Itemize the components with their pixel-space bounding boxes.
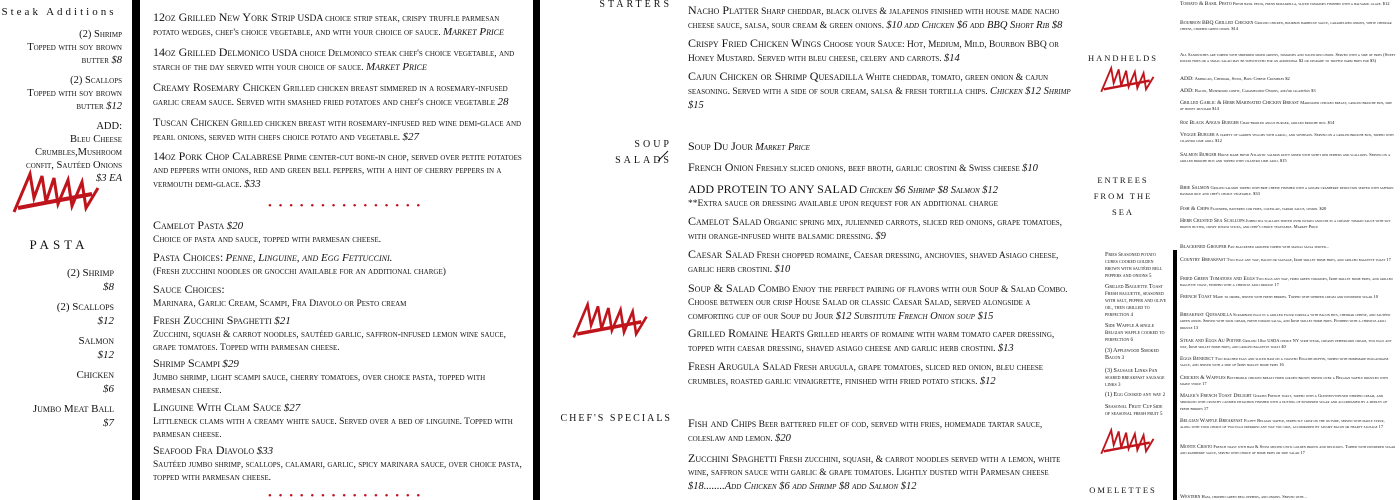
item-name: Grilled Romaine Hearts — [688, 326, 805, 340]
item-price: $10 — [886, 20, 903, 31]
item-desc: French toast with ham & Swiss melted until golden brown and delicious. Topped with powdered sugar and raspberry sauce, served with choice of home fries or side salad 17 — [1180, 444, 1396, 456]
item-name: Tomato & Basil Pesto — [1180, 1, 1232, 7]
section-chefs-specials: CHEF'S SPECIALS — [560, 413, 672, 424]
item-price: $13 — [997, 343, 1014, 354]
item-desc: Choose your Sauce: Hot, Medium, Mild, Bourbon BBQ or Honey Mustard. Served with bleu cheese, celery and carrots. — [688, 40, 1059, 64]
breakfast-item — [1180, 375, 1396, 388]
handhelds-breakfast-column — [1172, 0, 1400, 500]
side-item — [1105, 392, 1167, 399]
entree-item — [153, 150, 523, 192]
item-name: Western — [1180, 494, 1201, 500]
section-entrees-line1: ENTREES — [1097, 175, 1149, 185]
item-desc: Pan seared breakfast sausage links 3 — [1105, 369, 1165, 388]
breakfast-item — [1180, 418, 1396, 431]
salad-item — [688, 183, 1073, 211]
item-name: Bourbon BBQ Grilled Chicken — [1180, 20, 1254, 26]
item-desc: Scrambled eggs in a grilled flour tortilla with bacon bits, cheddar cheese, and sautéed green onion. Served with sour cream, fresh tomato salsa, and Irish skillet home fries. Finished with a chipotle aioli drizzle 13 — [1180, 312, 1391, 330]
menu-item — [1180, 76, 1396, 82]
item-name: Belgian Waffle Breakfast — [1180, 418, 1243, 424]
menu-item — [1180, 152, 1396, 165]
salad-item — [688, 215, 1073, 244]
item-name: Malek's French Toast Delight — [1180, 393, 1252, 399]
item-price: $27 — [402, 131, 419, 143]
item-desc: Side of seasonal fresh fruit 5 — [1105, 405, 1163, 417]
item-name: Linguine With Clam Sauce — [153, 400, 282, 414]
item-desc: Marinated chicken breast, grilled brioche bun, side of honey mustard $14 — [1180, 100, 1393, 112]
starter-item — [688, 37, 1073, 66]
item-price: $20 — [226, 220, 244, 232]
side-item — [1105, 404, 1167, 418]
item-desc: Two eggs any way, bacon or sausage, Irish skillet home fries, and grilled baguette toast 17 — [1226, 257, 1391, 262]
item-desc: Seasoned potato cubes cooked golden brown with sautéed bell peppers and onions 5 — [1105, 253, 1163, 279]
entrees-pasta-column — [140, 0, 533, 500]
menu-item — [1180, 218, 1396, 231]
item-name: 8oz Black Angus Burger — [1180, 120, 1239, 126]
pasta-add-name: Chicken — [76, 369, 114, 381]
section-omelettes: OMELETTES — [1089, 485, 1157, 495]
item-desc: Pan blackened grouper topped with mango salsa served... — [1227, 244, 1330, 249]
item-price: Chicken $12 Shrimp $15 — [688, 86, 1071, 111]
item-name: Salmon Burger — [1180, 152, 1217, 158]
item-name: Fresh Zucchini Spaghetti — [153, 313, 272, 327]
item-name: (3) Applewood Smoked Bacon — [1105, 348, 1159, 361]
menu-item — [1180, 185, 1396, 198]
item-desc: Grilled hearts of romaine with warm tomato caper dressing, topped with caesar dressing, shaved asiago cheese and garlic herb crostini. — [688, 330, 1055, 354]
pasta-add-price: $7 — [103, 417, 114, 429]
item-price: $20 — [775, 433, 791, 444]
item-name: Fish & Chips — [1180, 206, 1210, 212]
addition-price: $3 EA — [96, 173, 122, 184]
item-desc: Fresh baguette, seasoned with salt, pepper and olive oil, then grilled to perfection 4 — [1105, 292, 1167, 318]
breakfast-item — [1180, 494, 1396, 500]
salad-item — [688, 140, 1073, 155]
item-name: Seasonal Fruit Cup — [1105, 404, 1152, 410]
steak-additions-column — [0, 0, 132, 500]
pasta-add-meatball — [4, 402, 114, 430]
item-desc: Marinara, Garlic Cream, Scampi, Fra Diavolo or Pesto cream — [153, 299, 407, 309]
menu-item — [1180, 206, 1396, 212]
item-name: Herb Crusted Sea Scallops — [1180, 218, 1245, 224]
section-soup: SOUP — [634, 139, 672, 150]
item-price: Market Price — [365, 61, 427, 73]
breakfast-item — [1180, 393, 1396, 412]
item-name: Brie Salmon — [1180, 185, 1210, 191]
item-name: Fried Green Tomatoes and Eggs — [1180, 276, 1255, 282]
item-price: Market Price — [443, 26, 504, 38]
item-name: 14oz Pork Chop Calabrese — [153, 149, 282, 163]
item-desc: 3 — [1121, 356, 1125, 361]
item-name: Chicken & Waffles — [1180, 375, 1226, 381]
item-desc: White cheddar, tomato, green onion & cajun seasoning. Served with a side of sour cream, salsa & fresh tortilla chips. — [688, 73, 1049, 97]
addition-shrimp — [10, 28, 122, 67]
addition-scallops — [10, 74, 122, 113]
pasta-add-price: $12 — [97, 315, 114, 327]
entree-item — [153, 81, 523, 110]
item-price: $10 — [1022, 163, 1038, 174]
item-price: $10 — [774, 264, 791, 275]
steak-additions-header: Steak Additions — [1, 6, 117, 18]
item-desc: Littleneck clams with a creamy white sauce. Served over a bed of linguine. Topped with parmesan cheese. — [153, 417, 513, 440]
item-name: Steak and Eggs Au Poivre — [1180, 338, 1242, 344]
item-desc: Sautéed jumbo shrimp, scallops, calamari, garlic, spicy marinara sauce, over choice pasta, topped with parmesan cheese. — [153, 460, 522, 483]
item-price: 28 — [497, 96, 509, 108]
item-name: Soup & Salad Combo — [688, 281, 790, 295]
starters-salads-column — [680, 0, 1080, 500]
item-desc: Choice of pasta and sauce, topped with parmesan cheese. — [153, 235, 382, 245]
menu-item — [1180, 88, 1396, 94]
pasta-choices: Penne, Linguine, and Egg Fettuccini. — [225, 252, 393, 264]
item-name: ADD: — [1180, 88, 1194, 94]
item-name: Seafood Fra Diavolo — [153, 443, 255, 457]
entree-item — [153, 116, 523, 145]
addition-desc: Topped with soy brown butter — [27, 88, 122, 112]
item-name: ADD: — [1180, 76, 1194, 82]
special-item — [688, 452, 1073, 494]
item-price: $33 — [256, 445, 274, 457]
item-desc: Jumbo shrimp, light scampi sauce, cherry tomatoes, over choice pasta, topped with parmesan cheese. — [153, 373, 486, 396]
item-desc: All Sandwiches are topped with shredded mixed greens, tomatoes and sliced red onion. Served with a side of fries (Sweet potato fries or a small salad may be substituted for an additional $2 or upgrade to truffle parm fries for $3) — [1180, 52, 1396, 64]
item-desc: USDA choice strip steak, crispy truffle parmesan potato wedges, chef's choice vegetable, and with your choice of sauce. — [153, 14, 500, 38]
item-name: Grilled Garlic & Herb Marinated Chicken Breast — [1180, 100, 1300, 106]
addition-name: (2) Scallops — [70, 75, 122, 86]
divider-dots: • • • • • • • • • • • • • • • — [268, 200, 423, 212]
item-desc: A variety of garden veggies with garlic, and soybeans. Served on a grilled brioche bun, topped with cilantro lime aioli. $12 — [1180, 132, 1394, 144]
item-desc: Char-broiled angus burger, grilled brioche bun. $14 — [1239, 120, 1335, 125]
item-name: French Toast — [1180, 294, 1212, 300]
item-desc: Bacon, Mushroom confit, Caramelized Onions, and/or jalapeños $3 — [1194, 88, 1316, 93]
pasta-add-name: (2) Shrimp — [66, 267, 114, 279]
salad-item — [688, 327, 1073, 356]
item-desc: Grilled chicken breast with rosemary-infused red wine demi-glace and pearl onions, served with chefs choice potato and vegetable. — [153, 119, 522, 143]
item-price: Chicken $6 Shrimp $8 Salmon $12 — [859, 185, 999, 196]
pasta-item — [153, 444, 523, 485]
item-desc: Cooked any way 2 — [1124, 393, 1166, 398]
item-name: 12oz Grilled New York Strip — [153, 10, 295, 24]
pasta-add-price: $8 — [103, 281, 114, 293]
logo-brushstroke — [572, 298, 650, 344]
item-name: Tuscan Chicken — [153, 115, 229, 129]
addition-name: ADD: — [96, 121, 122, 132]
addition-price: $12 — [106, 101, 122, 112]
section-handhelds: HANDHELDS — [1088, 53, 1158, 63]
logo-brushstroke — [1100, 426, 1156, 458]
breakfast-item — [1180, 356, 1396, 369]
item-name: Crispy Fried Chicken Wings — [688, 36, 822, 50]
addition-desc: Topped with soy brown butter — [27, 42, 122, 66]
section-labels-column — [540, 0, 680, 500]
item-name: Breakfast Quesadilla — [1180, 312, 1232, 318]
item-extra: add Chicken $6 add BBQ Short Rib $8 — [904, 20, 1063, 31]
item-name: Pasta Choices: — [153, 250, 224, 264]
item-name: Monte Cristo — [1180, 444, 1213, 450]
item-desc: Fresh chopped romaine, Caesar dressing, anchovies, shaved Asiago cheese, garlic herb crostini. — [688, 251, 1059, 275]
column-divider — [1173, 250, 1177, 500]
pasta-add-price: $12 — [97, 349, 114, 361]
pasta-add-salmon — [14, 334, 114, 362]
item-name: French Onion — [688, 160, 754, 174]
item-desc: Fresh zucchini, squash, & carrot noodles served with a lemon, white wine, saffron sauce with garlic & grape tomatoes. Lightly dusted with Parmesan cheese — [688, 455, 1061, 478]
item-desc: Two eggs any way, fried green tomatoes, Irish skillet home fries, and grilled baguette toast, finished with a chipotle aioli drizzle 17 — [1180, 276, 1393, 288]
pasta-add-name: Jumbo Meat Ball — [32, 403, 114, 415]
item-name: Camelot Pasta — [153, 218, 225, 232]
pasta-header: PASTA — [29, 237, 89, 252]
item-name: Caesar Salad — [688, 247, 755, 261]
item-price: $27 — [283, 402, 301, 414]
item-name: Camelot Salad — [688, 214, 762, 228]
item-desc: Grilled chicken breast simmered in a rosemary-infused garlic cream sauce. Served with smashed fried potatoes and chef's choice vegetable — [153, 84, 508, 108]
item-desc: Grilled salmon topped with brie cheese finished with a ginger cranberry reduction served with saffron basmati rice and chef's choice vegetable. $33 — [1180, 185, 1394, 197]
pasta-add-price: $6 — [103, 383, 114, 395]
divider-dots: • • • • • • • • • • • • • • • — [268, 490, 423, 500]
addition-name: (2) Shrimp — [79, 29, 122, 40]
item-price: $14 — [944, 53, 960, 64]
side-item — [1105, 284, 1167, 319]
item-desc: House made fresh Atlantic salmon patty mixed with sweet red peppers and scallions. Served on a grilled brioche bun and topped with cilantro lime aioli. $15 — [1180, 152, 1391, 164]
pasta-item — [153, 357, 523, 398]
item-desc: Buttermilk chicken breast fried golden brown served over a Belgian waffle drizzled with maple syrup 17 — [1180, 375, 1388, 387]
item-desc: Two poached eggs and sliced ham on a toasted English muffin, topped with homemade hollandaise sauce, and served with a side of Irish skillet home fries 16 — [1180, 356, 1389, 368]
salad-item — [688, 161, 1073, 176]
addition-desc: Bleu Cheese Crumbles,Mushroom confit, Sautéed Onions — [26, 134, 122, 171]
item-desc: Ham, chopped green bell peppers, and onions. Served with... — [1201, 494, 1307, 499]
entree-item — [153, 11, 523, 40]
item-desc: Grilled 10oz USDA choice NY strip steak, creamy peppercorn cream, two eggs any way, Irish skillet home fries, and grilled baguette toast 40 — [1180, 338, 1392, 350]
item-desc: Flounder, battered cod fries, coleslaw, tartar sauce, lemon. $20 — [1210, 206, 1327, 211]
item-price: Market Price — [755, 142, 810, 153]
item-desc: Made to order, served with fresh berries. Topped with whipped cream and powdered sugar 10 — [1212, 294, 1378, 299]
starter-item — [688, 70, 1073, 113]
menu-item — [1180, 100, 1396, 113]
item-price: $9 — [875, 231, 886, 242]
menu-item — [1180, 1, 1396, 7]
salad-item — [688, 360, 1073, 389]
pasta-item — [153, 219, 523, 247]
item-name: Eggs Benedict — [1180, 356, 1214, 362]
pasta-item — [153, 251, 523, 279]
item-name: Nacho Platter — [688, 3, 759, 17]
item-desc: American, Cheddar, Swiss, Bleu Cheese Crumbles $2 — [1194, 76, 1290, 81]
item-desc: A single Belgian waffle cooked to perfection 6 — [1105, 324, 1165, 343]
special-item — [688, 417, 1073, 446]
item-name: Grilled Baguette Toast — [1105, 284, 1163, 290]
item-name: Shrimp Scampi — [153, 356, 221, 370]
salad-item — [688, 282, 1073, 324]
section-entrees-line2: FROM THE — [1093, 191, 1153, 201]
logo-brushstroke — [1100, 64, 1156, 96]
item-name: ADD PROTEIN TO ANY SALAD — [688, 182, 858, 196]
item-name: Side Waffle — [1105, 323, 1135, 329]
side-item — [1105, 368, 1167, 389]
logo-brushstroke — [12, 168, 102, 218]
pasta-add-chicken — [14, 368, 114, 396]
item-desc: Organic spring mix, julienned carrots, sliced red onions, grape tomatoes, with orange-infused white balsamic dressing. — [688, 218, 1063, 242]
item-name: Sauce Choices: — [153, 282, 225, 296]
section-starters: STARTERS — [599, 0, 672, 10]
item-name: Creamy Rosemary Chicken — [153, 80, 281, 94]
section-entrees-line3: SEA — [1111, 207, 1135, 217]
item-name: Cajun Chicken or Shrimp Quesadilla — [688, 69, 864, 83]
section-labels-right-column — [1080, 0, 1172, 500]
item-desc: Jumbo sea scallops served over potato gnocchi in a creamy tomato sauce with soy brown butter, crispy potato sticks, and chef's choice vegetable. Market Price — [1180, 218, 1391, 230]
item-desc: Fresh arugula, grape tomatoes, sliced red onion, bleu cheese crumbles, roasted garlic vinaigrette, finished with fried potato sticks. — [688, 363, 1044, 387]
item-name: (3) Sausage Links — [1105, 368, 1148, 374]
item-name: Blackened Grouper — [1180, 244, 1227, 250]
item-name: Zucchini Spaghetti — [688, 451, 777, 465]
item-desc: Freshly sliced onions, beef broth, garlic crostini & Swiss cheese — [755, 164, 1020, 174]
breakfast-item — [1180, 312, 1396, 331]
side-item — [1105, 252, 1167, 280]
item-desc: Beer battered filet of cod, served with fries, homemade tartar sauce, coleslaw and lemon. — [688, 420, 1043, 444]
pasta-add-shrimp — [14, 266, 114, 294]
item-name: Veggie Burger — [1180, 132, 1215, 138]
pasta-add-scallops — [14, 300, 114, 328]
menu-item — [1180, 120, 1396, 126]
item-desc: Golden French toast, topped with a Guinness-infused whipped cream, and sprinkled with crunchy candied pistachios finished with a dusting of powdered sugar and accompanied by a medley of fresh berries 17 — [1180, 393, 1388, 411]
menu-item — [1180, 20, 1396, 33]
item-desc: Prime center-cut bone-in chop, served over petite potatoes and peppers with onions, red and green bell peppers, with a hint of cherry peppers in a vermouth demi-glace. — [153, 153, 522, 190]
pasta-add-name: (2) Scallops — [56, 301, 114, 313]
item-desc: Enjoy the perfect pairing of flavors with our Soup & Salad Combo. Choose between our crisp House Salad or classic Caesar Salad, served alongside a comforting cup of our Soup du Jour — [688, 285, 1068, 322]
item-desc: Grilled chicken, bourbon barbecue sauce, caramelized onions, white cheddar cheese, chopped green onion. $14 — [1180, 20, 1392, 32]
starter-item — [688, 4, 1073, 33]
item-desc: Fluffy Belgian waffle, perfectly crisp on the outside, served with maple syrup, along with your choice of two eggs prepared any way you like, accompanied by savory bacon or hearty sausage 17 — [1180, 418, 1385, 430]
item-name: Fresh Arugula Salad — [688, 359, 792, 373]
item-name: Soup Du Jour — [688, 139, 753, 153]
menu-item — [1180, 52, 1396, 65]
pasta-item — [153, 401, 523, 442]
item-price: $33 — [244, 178, 261, 190]
side-item — [1105, 323, 1167, 344]
menu-item — [1180, 244, 1396, 250]
item-price: $29 — [222, 358, 239, 370]
breakfast-item — [1180, 444, 1396, 457]
pasta-item — [153, 314, 523, 355]
entree-item — [153, 46, 523, 75]
breakfast-item — [1180, 338, 1396, 351]
item-price: $21 — [274, 315, 291, 327]
item-desc: Sharp cheddar, black olives & jalapenos finished with house made nacho cheese sauce, salsa, sour cream & green onions. — [688, 7, 1060, 31]
item-desc: (Fresh zucchini noodles or gnocchi available for an additional charge) — [153, 267, 446, 277]
item-name: Country Breakfast — [1180, 257, 1226, 263]
item-price: $12 Substitute French Onion soup $15 — [835, 311, 994, 322]
item-name: Fish and Chips — [688, 416, 757, 430]
item-name: 14oz Grilled Delmonico — [153, 45, 270, 59]
breakfast-item — [1180, 257, 1396, 263]
item-name: (1) Egg — [1105, 392, 1123, 398]
item-desc: USDA choice Delmonico steak chef's choice vegetable, and starch of the day served with your choice of sauce. — [153, 49, 515, 73]
item-desc: Fresh basil pesto, fresh mozzarella, sliced tomatoes finished with a balsamic glaze. $12 — [1232, 1, 1390, 6]
side-item — [1105, 348, 1167, 362]
pasta-item — [153, 283, 523, 311]
menu-item — [1180, 132, 1396, 145]
section-salads: SALADS — [615, 155, 672, 166]
salad-item — [688, 248, 1073, 277]
item-price: $18........Add Chicken $6 add Shrimp $8 add Salmon $12 — [688, 481, 917, 492]
item-price: $12 — [979, 376, 996, 387]
breakfast-item — [1180, 294, 1396, 300]
pasta-add-name: Salmon — [78, 335, 114, 347]
addition-price: $8 — [111, 55, 122, 66]
item-desc: Zucchini, squash & carrot noodles, sautéed garlic, saffron-infused lemon wine sauce, grape tomatoes. Topped with parmesan cheese. — [153, 330, 506, 353]
breakfast-item — [1180, 276, 1396, 289]
item-name: Fries — [1105, 252, 1118, 258]
item-desc: **Extra sauce or dressing available upon request for an additional charge — [688, 199, 998, 209]
